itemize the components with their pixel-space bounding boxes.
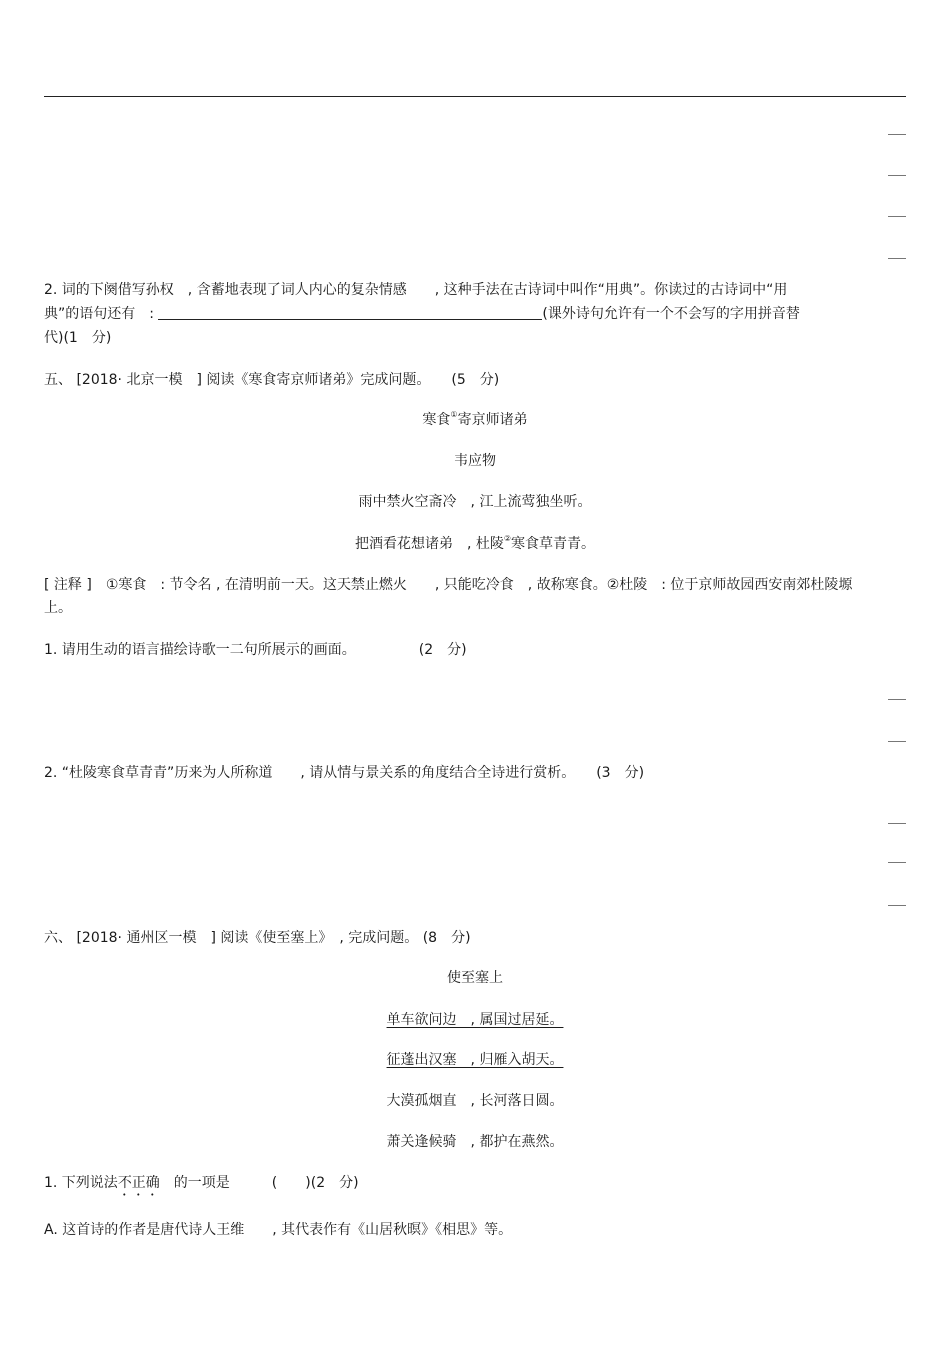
section-6-question-1: 1. 下列说法不正确 的一项是 ( )(2 分) [44, 1175, 359, 1191]
poem-6-line-4: 萧关逢候骑 , 都护在燕然。 [386, 1134, 564, 1150]
poem-6-line-3: 大漠孤烟直 , 长河落日圆。 [386, 1093, 564, 1109]
section-6-option-a: A. 这首诗的作者是唐代诗人王维 , 其代表作有《山居秋暝》《相思》等。 [44, 1222, 513, 1238]
section-6-heading: 六、 [2018· 通州区一模 ] 阅读《使至塞上》 , 完成问题。 (8 分) [44, 930, 471, 946]
margin-tick [888, 258, 906, 259]
section-5-heading: 五、 [2018· 北京一模 ] 阅读《寒食寄京师诸弟》完成问题。 (5 分) [44, 372, 500, 388]
margin-tick [888, 823, 906, 824]
poem-5-notes: [ 注释 ] ①寒食 : 节令名 , 在清明前一天。这天禁止燃火 , 只能吃冷食 , 故称寒食。②杜陵 : 位于京师故园西安南郊杜陵塬 [44, 577, 853, 593]
poem-5-author: 韦应物 [454, 453, 496, 469]
poem-5-notes-cont: 上。 [44, 600, 72, 616]
margin-tick [888, 216, 906, 217]
margin-tick [888, 862, 906, 863]
question-2-prompt: 典”的语句还有 : [44, 306, 159, 322]
poem-5-line-2: 把酒看花想诸弟 , 杜陵②寒食草青青。 [354, 534, 596, 552]
header-rule [44, 96, 906, 97]
margin-tick [888, 699, 906, 700]
poem-6-title: 使至塞上 [447, 970, 503, 986]
poem-5-line-1: 雨中禁火空斋冷 , 江上流莺独坐听。 [358, 494, 592, 510]
poem-6-line-2: 征蓬出汉塞 , 归雁入胡天。 [386, 1052, 564, 1068]
poem-5-title: 寒食①寄京师诸弟 [422, 410, 528, 428]
question-2-instruction: (课外诗句允许有一个不会写的字用拼音替 [542, 306, 800, 322]
question-2-line-3: 代)(1 分) [44, 330, 112, 346]
section-5-question-2: 2. “杜陵寒食草青青”历来为人所称道 , 请从情与景关系的角度结合全诗进行赏析。 (3 分) [44, 765, 645, 781]
question-2-line-2 [44, 304, 800, 324]
poem-6-line-1: 单车欲问边 , 属国过居延。 [386, 1012, 564, 1028]
answer-blank[interactable] [158, 305, 542, 320]
footnote-marker: ② [503, 534, 512, 543]
footnote-marker: ① [450, 410, 458, 419]
emphasis-text: 不正确 [117, 1175, 160, 1191]
margin-tick [888, 905, 906, 906]
margin-tick [888, 175, 906, 176]
margin-tick [888, 741, 906, 742]
section-5-question-1: 1. 请用生动的语言描绘诗歌一二句所展示的画面。 (2 分) [44, 642, 467, 658]
question-2-line-1: 2. 词的下阕借写孙权 , 含蓄地表现了词人内心的复杂情感 , 这种手法在古诗词中叫作“用典”。你读过的古诗词中“用 [44, 282, 788, 298]
margin-tick [888, 134, 906, 135]
